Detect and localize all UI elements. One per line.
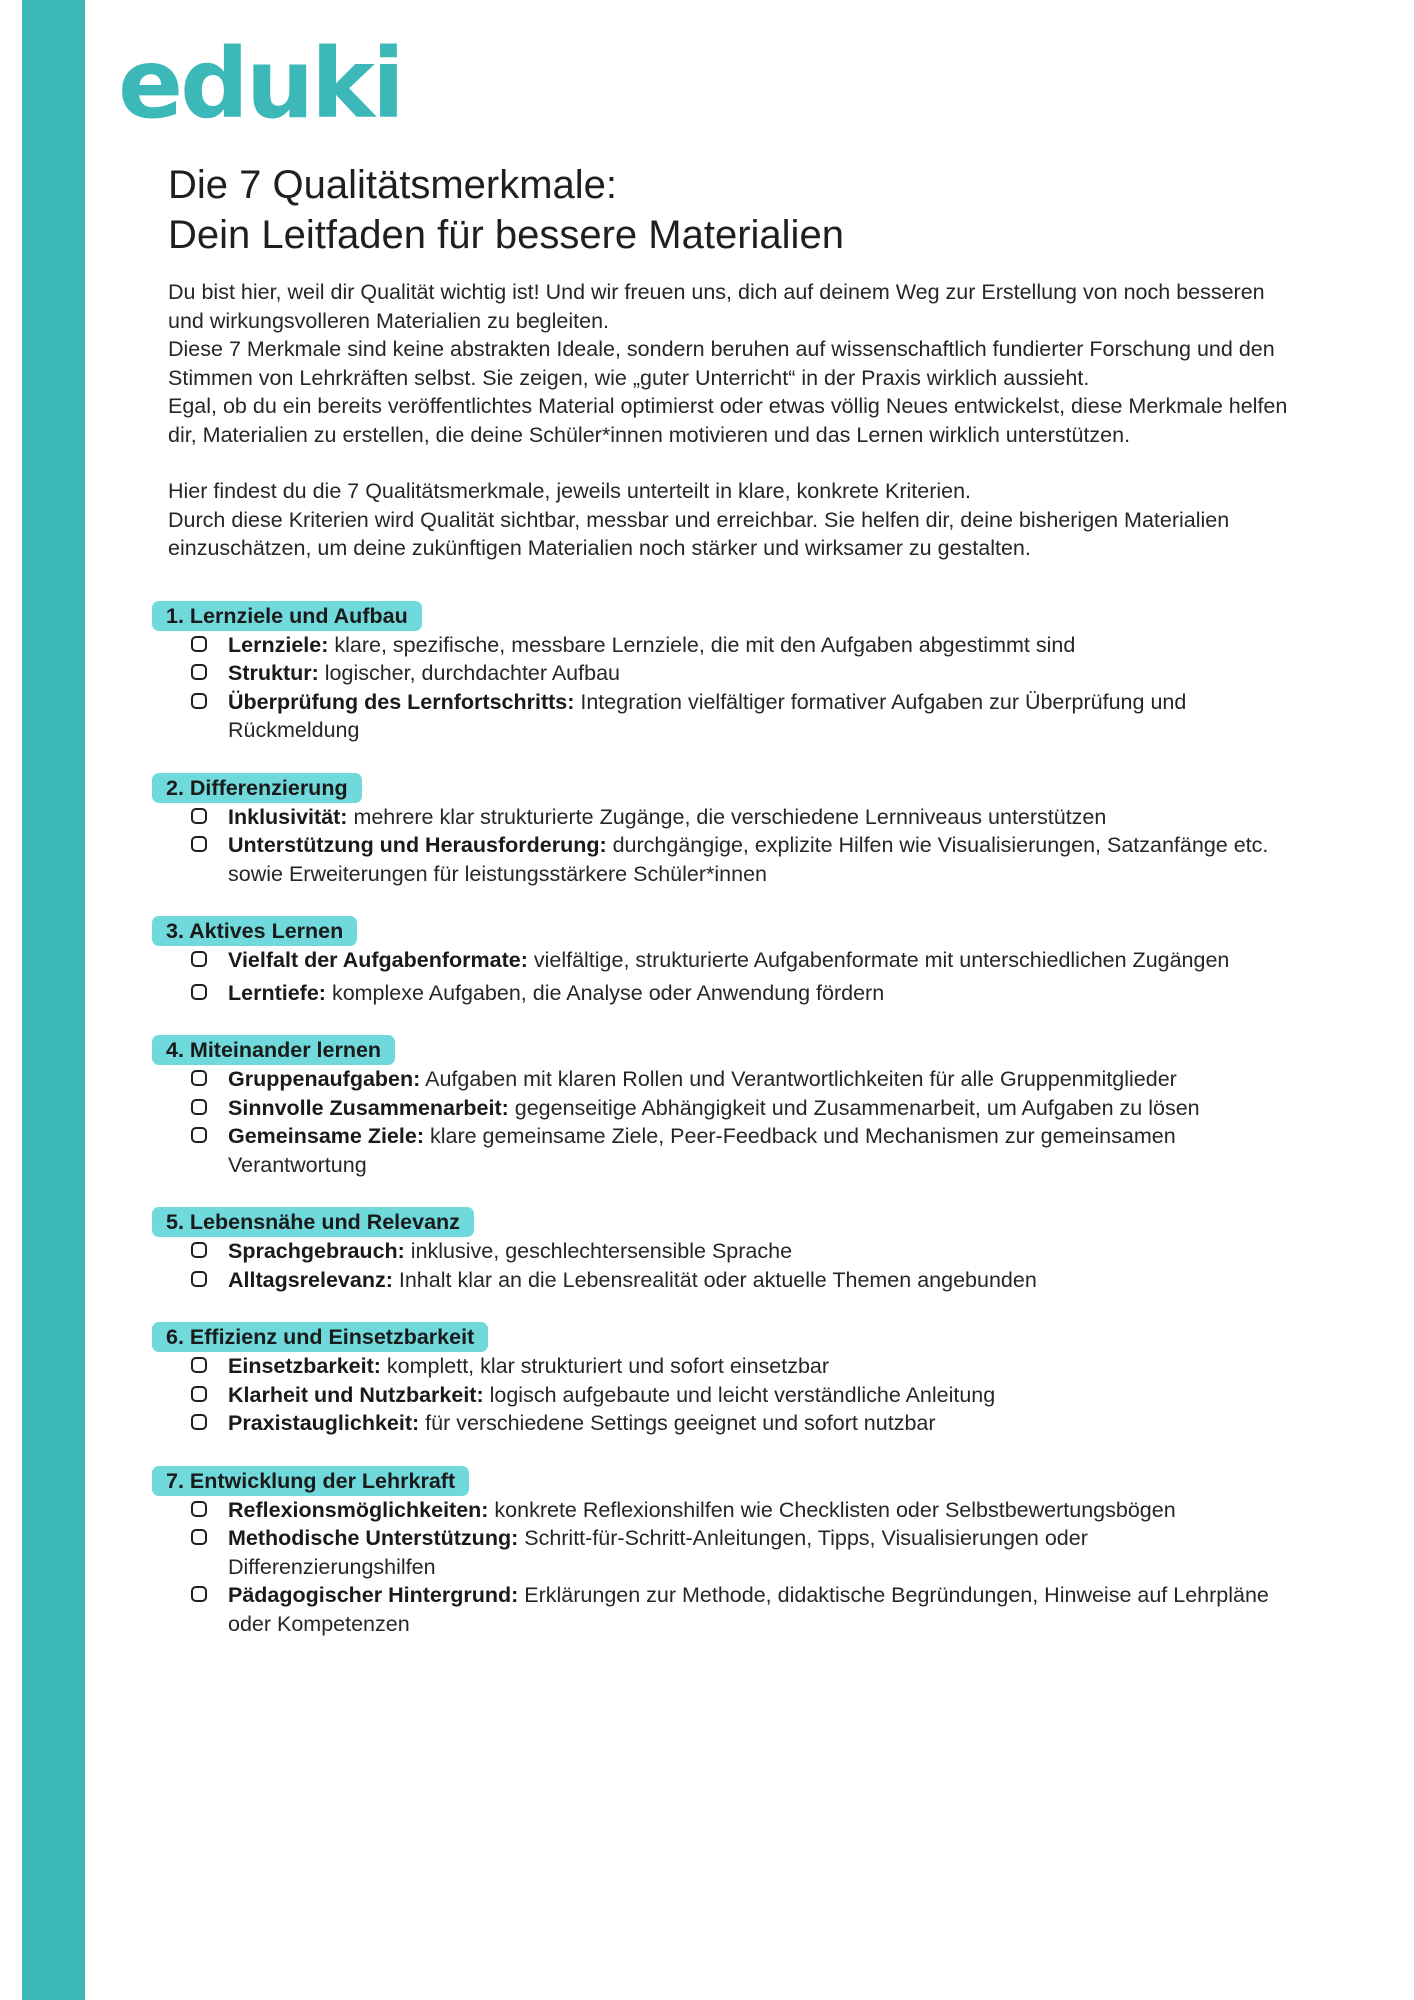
intro-paragraph: Du bist hier, weil dir Qualität wichtig ist! Und wir freuen uns, dich auf deinem Weg zur Erstellung von noch besseren und wirkungsvolleren Materialien zu begleiten.: [168, 280, 1265, 333]
criterion-description: logisch aufgebaute und leicht verständliche Anleitung: [483, 1382, 996, 1407]
criterion-term: Lerntiefe:: [228, 980, 326, 1005]
checkbox-icon[interactable]: [191, 1099, 207, 1115]
checkbox-icon[interactable]: [191, 1586, 207, 1602]
criteria-section: [168, 1466, 1298, 1639]
criterion-term: Überprüfung des Lernfortschritts:: [228, 689, 575, 714]
criteria-section: [168, 1207, 1298, 1294]
checkbox-icon[interactable]: [191, 984, 207, 1000]
criterion-item: [168, 1496, 1298, 1525]
eduki-logo: eduki: [118, 28, 402, 140]
criterion-description: komplexe Aufgaben, die Analyse oder Anwendung fördern: [325, 980, 885, 1005]
criterion-description: konkrete Reflexionshilfen wie Checklisten oder Selbstbewertungsbögen: [488, 1497, 1176, 1522]
criterion-term: Pädagogischer Hintergrund:: [228, 1583, 519, 1607]
criterion-item: [168, 1266, 1298, 1295]
criterion-description: Aufgaben mit klaren Rollen und Verantwortlichkeiten für alle Gruppenmitglieder: [420, 1067, 1177, 1091]
criteria-list: [168, 1065, 1298, 1179]
criteria-list: [168, 946, 1298, 1007]
section-heading: 1. Lernziele und Aufbau: [152, 601, 422, 631]
criterion-description: Erklärungen zur Methode, didaktische Begründungen, Hinweise auf Lehrpläne oder Kompetenzen: [228, 1583, 1269, 1636]
criteria-list: [168, 1496, 1298, 1639]
criterion-item: [168, 1381, 1298, 1410]
criterion-term: Klarheit und Nutzbarkeit:: [228, 1382, 484, 1407]
criteria-section: [168, 1035, 1298, 1179]
criterion-description: inklusive, geschlechtersensible Sprache: [404, 1239, 793, 1263]
section-heading: 4. Miteinander lernen: [152, 1035, 395, 1065]
criterion-description: Schritt-für-Schritt-Anleitungen, Tipps, Visualisierungen oder Differenzierungshilfen: [228, 1526, 1088, 1579]
checkbox-icon[interactable]: [191, 1242, 207, 1258]
criterion-item: [168, 803, 1298, 832]
criterion-description: Integration vielfältiger formativer Aufgaben zur Überprüfung und Rückmeldung: [228, 689, 1187, 742]
criterion-term: Inklusivität:: [228, 804, 348, 829]
checkbox-icon[interactable]: [191, 836, 207, 852]
criterion-term: Einsetzbarkeit:: [228, 1354, 381, 1378]
checkbox-icon[interactable]: [191, 664, 207, 680]
criterion-description: komplett, klar strukturiert und sofort einsetzbar: [380, 1354, 830, 1378]
criteria-list: [168, 1237, 1298, 1294]
criteria-section: [168, 601, 1298, 745]
criterion-description: Inhalt klar an die Lebensrealität oder aktuelle Themen angebunden: [392, 1267, 1037, 1292]
criterion-item: [168, 1122, 1298, 1179]
criteria-list: [168, 803, 1298, 889]
criteria-list: [168, 1352, 1298, 1438]
intro-paragraph: Diese 7 Merkmale sind keine abstrakten Ideale, sondern beruhen auf wissenschaftlich fundierter Forschung und den Stimmen von Lehrkräften selbst. Sie zeigen, wie „guter Unterricht“ in der Praxis wirklich aussieht.: [168, 337, 1275, 390]
criterion-description: logischer, durchdachter Aufbau: [318, 661, 620, 685]
criterion-term: Gemeinsame Ziele:: [228, 1124, 424, 1148]
criterion-item: [168, 659, 1298, 688]
criterion-term: Methodische Unterstützung:: [228, 1526, 519, 1550]
checkbox-icon[interactable]: [191, 693, 207, 709]
criterion-term: Vielfalt der Aufgabenformate:: [228, 948, 528, 972]
criterion-item: [168, 1352, 1298, 1381]
criterion-term: Alltagsrelevanz:: [228, 1267, 393, 1292]
checkbox-icon[interactable]: [191, 951, 207, 967]
criterion-item: [168, 831, 1298, 888]
criterion-term: Unterstützung und Herausforderung:: [228, 833, 607, 857]
section-heading: 7. Entwicklung der Lehrkraft: [152, 1466, 469, 1496]
checkbox-icon[interactable]: [191, 1271, 207, 1287]
checkbox-icon[interactable]: [191, 1414, 207, 1430]
criterion-description: gegenseitige Abhängigkeit und Zusammenarbeit, um Aufgaben zu lösen: [508, 1095, 1200, 1120]
criterion-description: vielfältige, strukturierte Aufgabenformate mit unterschiedlichen Zugängen: [527, 948, 1230, 972]
criterion-description: klare, spezifische, messbare Lernziele, die mit den Aufgaben abgestimmt sind: [328, 632, 1076, 657]
criteria-section: [168, 1322, 1298, 1438]
criterion-term: Sprachgebrauch:: [228, 1239, 405, 1263]
criterion-description: durchgängige, explizite Hilfen wie Visualisierungen, Satzanfänge etc. sowie Erweiterungen für leistungsstärkere Schüler*innen: [228, 833, 1269, 886]
criteria-section: [168, 773, 1298, 889]
criterion-term: Praxistauglichkeit:: [228, 1411, 420, 1435]
criteria-list: [168, 631, 1298, 745]
criterion-term: Reflexionsmöglichkeiten:: [228, 1497, 489, 1522]
checkbox-icon[interactable]: [191, 1127, 207, 1143]
side-accent-bar: [22, 0, 85, 2000]
section-heading: 5. Lebensnähe und Relevanz: [152, 1207, 474, 1237]
criteria-section: [168, 916, 1298, 1007]
criterion-description: für verschiedene Settings geeignet und sofort nutzbar: [419, 1411, 936, 1435]
criterion-item: [168, 631, 1298, 660]
criterion-item: [168, 1409, 1298, 1438]
checkbox-icon[interactable]: [191, 636, 207, 652]
checkbox-icon[interactable]: [191, 1529, 207, 1545]
title-line-1: Die 7 Qualitätsmerkmale:: [168, 163, 618, 207]
criterion-term: Sinnvolle Zusammenarbeit:: [228, 1095, 509, 1120]
checkbox-icon[interactable]: [191, 1386, 207, 1402]
checkbox-icon[interactable]: [191, 808, 207, 824]
intro-paragraph: Durch diese Kriterien wird Qualität sichtbar, messbar und erreichbar. Sie helfen dir, deine bisherigen Materialien einzuschätzen, um deine zukünftigen Materialien noch stärker und wirksamer zu gestalten.: [168, 507, 1230, 560]
criterion-item: [168, 979, 1298, 1008]
criterion-description: mehrere klar strukturierte Zugänge, die verschiedene Lernniveaus unterstützen: [347, 804, 1107, 829]
criterion-description: klare gemeinsame Ziele, Peer-Feedback und Mechanismen zur gemeinsamen Verantwortung: [228, 1124, 1176, 1177]
criterion-item: [168, 688, 1298, 745]
criterion-term: Struktur:: [228, 661, 319, 685]
criterion-item: [168, 1581, 1298, 1638]
document-content: [168, 160, 1298, 1666]
checkbox-icon[interactable]: [191, 1357, 207, 1373]
checkbox-icon[interactable]: [191, 1501, 207, 1517]
intro-paragraph: Hier findest du die 7 Qualitätsmerkmale, jeweils unterteilt in klare, konkrete Kriterien.: [168, 479, 972, 503]
criterion-item: [168, 946, 1298, 975]
intro-paragraph: Egal, ob du ein bereits veröffentlichtes Material optimierst oder etwas völlig Neues entwickelst, diese Merkmale helfen dir, Materialien zu erstellen, die deine Schüler*innen motivieren und das Lernen wirklich unterstützen.: [168, 394, 1288, 447]
criterion-term: Lernziele:: [228, 632, 329, 657]
title-line-2: Dein Leitfaden für bessere Materialien: [168, 213, 844, 257]
criterion-item: [168, 1094, 1298, 1123]
page-title: [168, 160, 1298, 260]
paragraph-spacer: [168, 449, 1298, 477]
section-heading: 2. Differenzierung: [152, 773, 362, 803]
criterion-item: [168, 1524, 1298, 1581]
intro-text: [168, 278, 1298, 563]
section-heading: 3. Aktives Lernen: [152, 916, 357, 946]
criterion-item: [168, 1237, 1298, 1266]
criterion-item: [168, 1065, 1298, 1094]
criterion-term: Gruppenaufgaben:: [228, 1067, 421, 1091]
section-heading: 6. Effizienz und Einsetzbarkeit: [152, 1322, 488, 1352]
criteria-sections: [168, 601, 1298, 1639]
checkbox-icon[interactable]: [191, 1070, 207, 1086]
